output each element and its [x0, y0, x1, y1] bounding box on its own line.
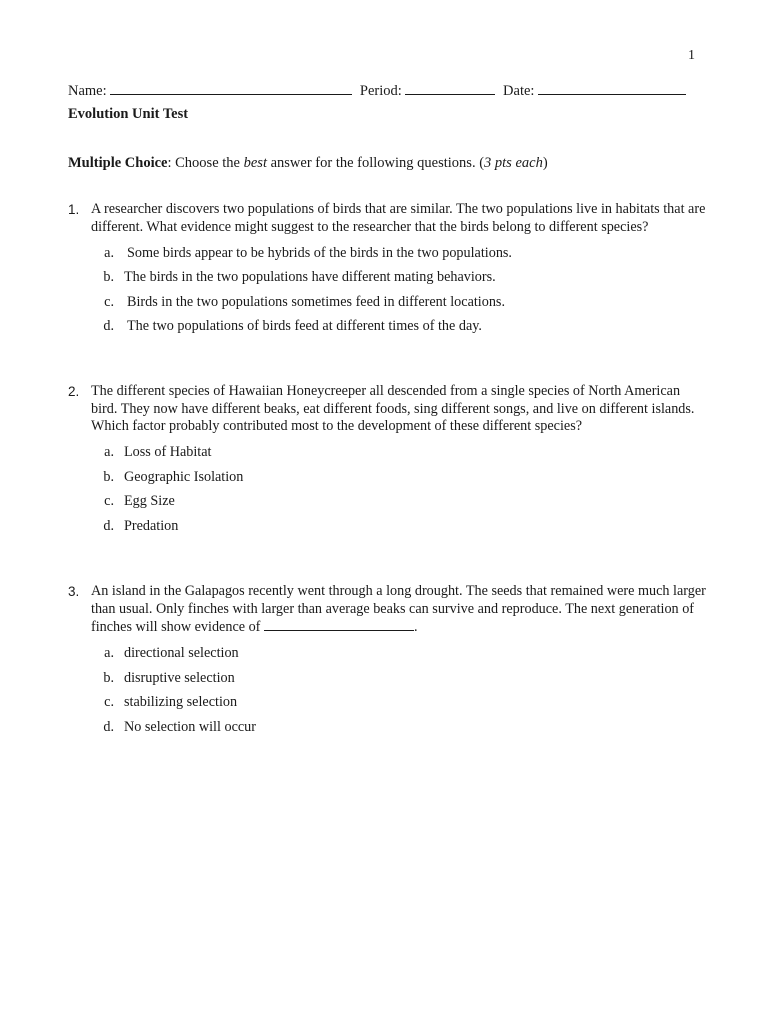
date-blank[interactable] [538, 82, 686, 95]
choice-a[interactable] [68, 241, 708, 266]
instructions-text: : Choose the [167, 155, 244, 171]
choice-letter: a. [104, 645, 114, 662]
choice-text: Loss of Habitat [124, 444, 212, 461]
instructions-text: ) [542, 155, 548, 171]
question-text: A researcher discovers two populations of birds that are similar. The two populations live in habitats that are different. What evidence might suggest to the researcher that the birds belong to different species? [91, 201, 706, 235]
choice-letter: d. [103, 718, 114, 735]
instructions-emphasis: best [243, 155, 267, 171]
choice-d[interactable] [68, 315, 708, 340]
answer-choices [68, 241, 708, 339]
instructions [68, 155, 548, 172]
name-blank[interactable] [110, 82, 352, 95]
date-label: Date: [503, 83, 535, 99]
choice-text: Geographic Isolation [124, 468, 244, 485]
instructions-text: answer for the following questions. ( [266, 155, 485, 171]
question-2 [68, 383, 708, 539]
question-number: 2. [68, 384, 80, 399]
student-info-line [68, 82, 690, 100]
period-blank[interactable] [405, 82, 495, 95]
name-label: Name: [68, 83, 107, 99]
choice-text: Some birds appear to be hybrids of the birds in the two populations. [127, 244, 512, 261]
choice-text: No selection will occur [124, 718, 256, 735]
choice-b[interactable] [68, 666, 708, 691]
question-number: 3. [68, 584, 80, 599]
answer-blank [264, 618, 414, 631]
question-text-end: . [413, 619, 418, 635]
choice-a[interactable] [68, 441, 708, 466]
choice-text: disruptive selection [124, 669, 235, 686]
choice-c[interactable] [68, 691, 708, 716]
choice-b[interactable] [68, 465, 708, 490]
choice-text: directional selection [124, 645, 239, 662]
points-note: 3 pts each [484, 155, 543, 171]
choice-letter: a. [104, 444, 114, 461]
choice-letter: c. [104, 694, 114, 711]
question-text [91, 583, 708, 637]
choice-letter: c. [104, 493, 114, 510]
answer-choices [68, 441, 708, 539]
choice-d[interactable] [68, 514, 708, 539]
choice-letter: a. [104, 244, 114, 261]
choice-text: Birds in the two populations sometimes feed in different locations. [127, 293, 506, 310]
choice-text: stabilizing selection [124, 694, 238, 711]
choice-text: The birds in the two populations have different mating behaviors. [124, 269, 496, 286]
choice-letter: d. [103, 318, 114, 335]
choice-a[interactable] [68, 642, 708, 667]
choice-letter: b. [103, 468, 114, 485]
choice-b[interactable] [68, 266, 708, 291]
choice-d[interactable] [68, 715, 708, 740]
choice-text: The two populations of birds feed at different times of the day. [127, 318, 482, 335]
period-label: Period: [359, 83, 402, 99]
answer-choices [68, 642, 708, 740]
choice-letter: d. [103, 517, 114, 534]
choice-c[interactable] [68, 490, 708, 515]
choice-text: Egg Size [124, 493, 175, 510]
question-text: The different species of Hawaiian Honeycreeper all descended from a single species of North American bird. They now have different beaks, eat different foods, sing different songs, and live on different islands. Which factor probably contributed most to the development of these different species? [91, 383, 695, 434]
question-3 [68, 583, 708, 740]
page-number: 1 [688, 48, 695, 63]
choice-letter: c. [104, 293, 114, 310]
question-1 [68, 201, 708, 339]
choice-letter: b. [103, 269, 114, 286]
test-title: Evolution Unit Test [68, 106, 189, 122]
section-label: Multiple Choice [68, 155, 168, 171]
question-number: 1. [68, 202, 80, 217]
choice-letter: b. [103, 669, 114, 686]
choice-text: Predation [124, 517, 179, 534]
choice-c[interactable] [68, 290, 708, 315]
question-text-body: An island in the Galapagos recently went through a long drought. The seeds that remained were much larger than usual. Only finches with larger than average beaks can survive and reproduce. The next generation of finches will show evidence of [91, 583, 706, 635]
